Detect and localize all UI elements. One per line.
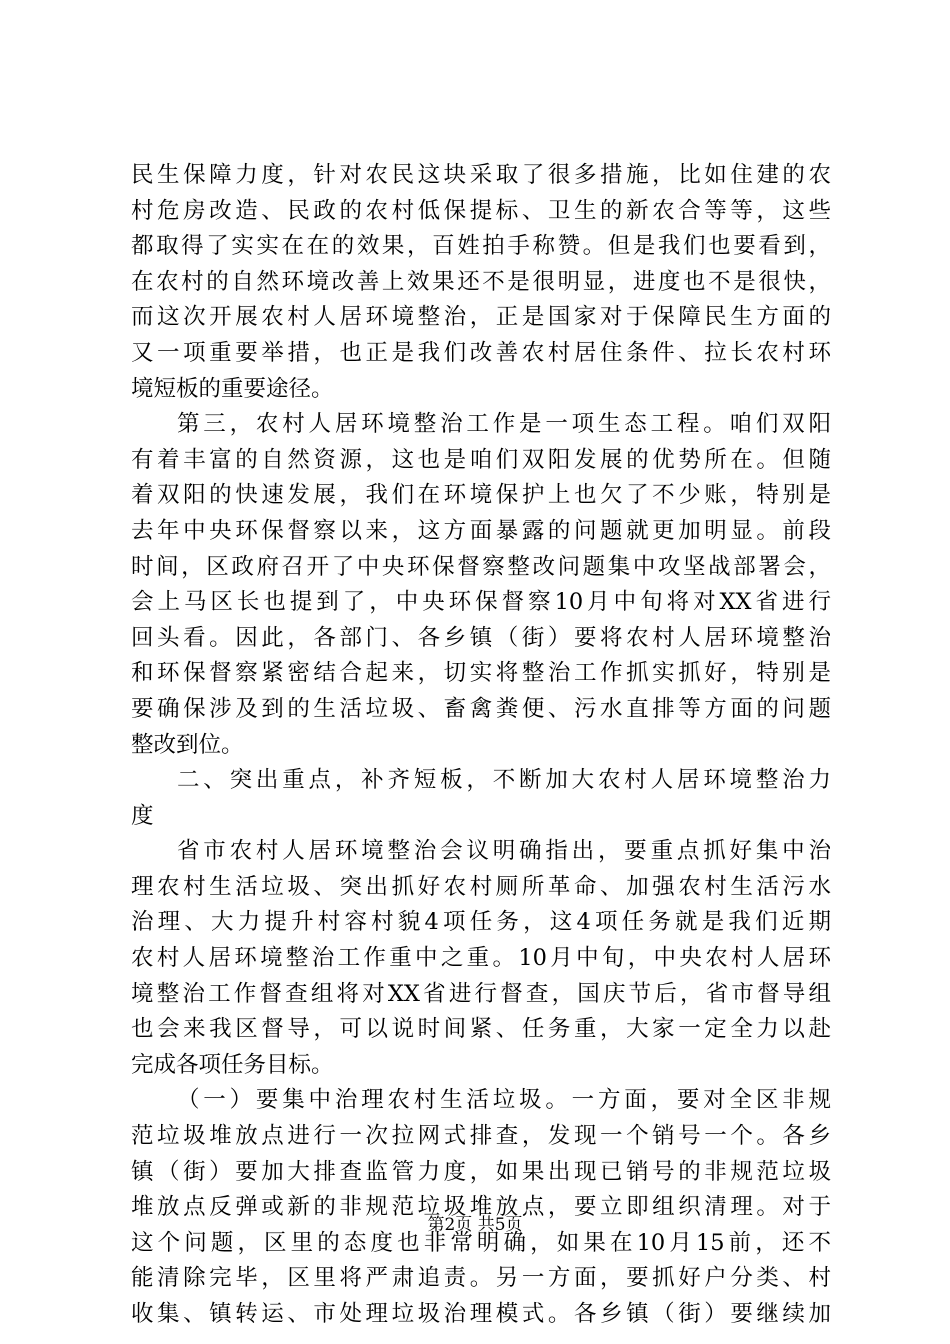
text-line: 村危房改造、民政的农村低保提标、卫生的新农合等等，这些: [131, 197, 831, 224]
text-line: 而这次开展农村人居环境整治，正是国家对于保障民生方面的: [131, 304, 831, 331]
text-line: 收集、镇转运、市处理垃圾治理模式。各乡镇（街）要继续加: [131, 1301, 831, 1327]
text-line: 境短板的重要途径。: [131, 375, 334, 402]
text-line: 都取得了实实在在的效果，百姓拍手称赞。但是我们也要看到，: [131, 233, 831, 260]
text-line: 农村人居环境整治工作重中之重。10月中旬，中央农村人居环: [131, 945, 831, 972]
text-line: 范垃圾堆放点进行一次拉网式排查，发现一个销号一个。各乡: [131, 1123, 831, 1150]
text-line: 时间，区政府召开了中央环保督察整改问题集中攻坚战部署会，: [131, 553, 831, 580]
text-line: （一）要集中治理农村生活垃圾。一方面，要对全区非规: [177, 1087, 831, 1114]
text-line: 回头看。因此，各部门、各乡镇（街）要将农村人居环境整治: [131, 624, 831, 651]
text-line: 理农村生活垃圾、突出抓好农村厕所革命、加强农村生活污水: [131, 873, 831, 900]
text-line: 有着丰富的自然资源，这也是咱们双阳发展的优势所在。但随: [131, 446, 831, 473]
text-line: 治理、大力提升村容村貌4项任务，这4项任务就是我们近期: [131, 909, 831, 936]
text-line: 省市农村人居环境整治会议明确指出，要重点抓好集中治: [177, 838, 831, 865]
text-line: 民生保障力度，针对农民这块采取了很多措施，比如住建的农: [131, 162, 831, 188]
text-line: 镇（街）要加大排查监管力度，如果出现已销号的非规范垃圾: [131, 1158, 831, 1185]
text-line: 这个问题，区里的态度也非常明确，如果在10月15前，还不: [131, 1229, 831, 1256]
text-line: 堆放点反弹或新的非规范垃圾堆放点，要立即组织清理。对于: [131, 1194, 831, 1221]
text-line: 在农村的自然环境改善上效果还不是很明显，进度也不是很快，: [131, 268, 831, 295]
text-line: 能清除完毕，区里将严肃追责。另一方面，要抓好户分类、村: [131, 1265, 831, 1292]
text-line: 境整治工作督查组将对XX省进行督查，国庆节后，省市督导组: [131, 980, 831, 1007]
text-line: 着双阳的快速发展，我们在环境保护上也欠了不少账，特别是: [131, 482, 831, 509]
text-line: 和环保督察紧密结合起来，切实将整治工作抓实抓好，特别是: [131, 660, 831, 687]
text-line: 也会来我区督导，可以说时间紧、任务重，大家一定全力以赴: [131, 1016, 831, 1043]
text-line: 度: [131, 802, 154, 829]
text-line: 要确保涉及到的生活垃圾、畜禽粪便、污水直排等方面的问题: [131, 695, 831, 722]
text-line: 去年中央环保督察以来，这方面暴露的问题就更加明显。前段: [131, 517, 831, 544]
text-line: 二、突出重点，补齐短板，不断加大农村人居环境整治力: [177, 767, 831, 794]
text-line: 又一项重要举措，也正是我们改善农村居住条件、拉长农村环: [131, 339, 831, 366]
text-line: 整改到位。: [131, 731, 244, 758]
text-line: 完成各项任务目标。: [131, 1051, 334, 1078]
text-line: 会上马区长也提到了，中央环保督察10月中旬将对XX省进行: [131, 589, 831, 616]
text-line: 第三，农村人居环境整治工作是一项生态工程。咱们双阳: [177, 411, 831, 438]
page-number-footer: 第2页 共5页: [427, 1215, 523, 1235]
document-body: [131, 158, 831, 1333]
